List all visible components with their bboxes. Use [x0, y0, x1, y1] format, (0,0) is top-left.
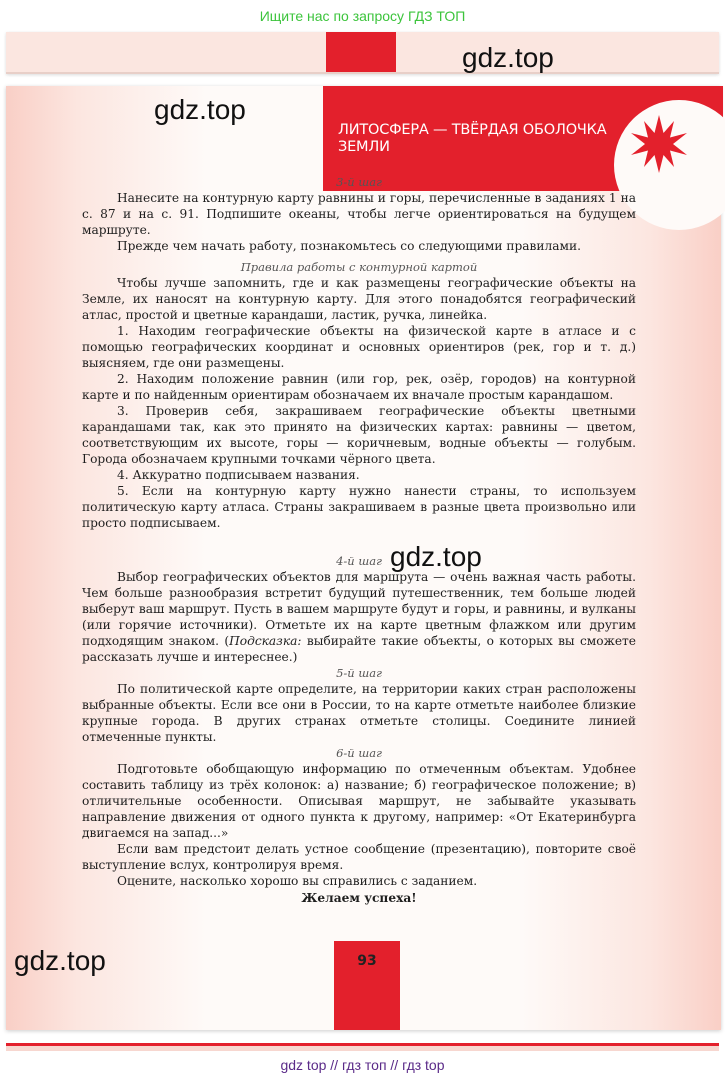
- rule-item: 5. Если на контурную карту нужно нанести страны, то используем политическую карту атласа. Страны закрашиваем в разные цвета произвольно или просто подписываем.: [82, 484, 636, 530]
- step-6-paragraph-2: Если вам предстоит делать устное сообщение (презентацию), повторите своё выступление вслух, контролируя время.: [82, 842, 636, 872]
- step-6-paragraph-3: Оцените, насколько хорошо вы справились с заданием.: [117, 874, 478, 888]
- step-3-paragraph-2: Прежде чем начать работу, познакомьтесь со следующими правилами.: [117, 239, 581, 253]
- rule-item: 1. Находим географические объекты на физической карте в атласе и с помощью географических координат и основных ориентиров (рек, гор и т. д.) выясняем, где они размещены.: [82, 324, 636, 370]
- page-content: [82, 174, 636, 906]
- step-6-paragraph: Подготовьте обобщающую информацию по отмеченным объектам. Удобнее составить таблицу из трёх колонок: а) название; б) географическое положение; в) отличительные особенности. Описывая маршрут, не забывайте указывать направление движения от одного пункта к другому, например: «От Екатеринбурга двигаемся на запад...»: [82, 762, 636, 840]
- previous-page-number-band: [326, 32, 396, 72]
- step-3-paragraph: Нанесите на контурную карту равнины и горы, перечисленные в заданиях 1 на с. 87 и на с. 91. Подпишите океаны, чтобы легче ориентироваться на будущем маршруте.: [82, 191, 636, 237]
- watermark: gdz.top: [462, 42, 554, 73]
- watermark: gdz.top: [154, 94, 246, 125]
- watermark: gdz.top: [14, 945, 106, 976]
- rules-intro: Чтобы лучше запомнить, где и как размещены географические объекты на Земле, их наносят на контурную карту. Для этого понадобятся географический атлас, простой и цветные карандаши, ластик, ручка, линейка.: [82, 276, 636, 322]
- hint-label: Подсказка:: [229, 634, 302, 648]
- top-banner-text[interactable]: Ищите нас по запросу ГДЗ ТОП: [259, 8, 466, 24]
- top-banner[interactable]: [0, 0, 725, 32]
- closing-wish: Желаем успеха!: [301, 891, 417, 905]
- page-number: 93: [357, 953, 377, 969]
- step-6-title: 6-й шаг: [336, 746, 382, 760]
- next-page-edge: [6, 1043, 719, 1051]
- rules-title: Правила работы с контурной картой: [240, 260, 478, 274]
- step-4-text-end: выбирайте такие объекты, о которых вы сможете рассказать лучше и интереснее.): [82, 634, 637, 664]
- step-3-title: 3-й шаг: [336, 175, 382, 189]
- rule-item: 3. Проверив себя, закрашиваем географические объекты цветными карандашами так, как это принято на физических картах: равнины — цветом, соответствующим их высоте, горы — коричневым, водные объекты — голубым. Города обозначаем крупными точками чёрного цвета.: [82, 404, 636, 466]
- rule-item: 2. Находим положение равнин (или гор, рек, озёр, городов) на контурной карте и по найденным ориентирам обозначаем их вначале простым карандашом.: [82, 372, 636, 402]
- watermark: gdz.top: [390, 541, 482, 572]
- rule-item: 4. Аккуратно подписываем названия.: [117, 468, 360, 482]
- step-4-text: Выбор географических объектов для маршрута — очень важная часть работы. Чем больше разнообразия встретит будущий путешественник, тем больше людей выберут ваш маршрут. Пусть в вашем маршруте будут и горы, и равнины, и вулканы (или горячие источники). Отметьте их на карте цветным флажком или другим подходящим знаком. (: [82, 570, 636, 648]
- step-5-paragraph: По политической карте определите, на территории каких стран расположены выбранные объекты. Если все они в России, то на карте отметьте наиболее близкие крупные города. В других странах отметьте столицы. Соедините линией отмеченные пункты.: [82, 682, 636, 744]
- step-4-paragraph: [82, 569, 636, 665]
- chapter-title: ЛИТОСФЕРА — ТВЁРДАЯ ОБОЛОЧКА ЗЕМЛИ: [338, 122, 607, 155]
- step-5-title: 5-й шаг: [336, 666, 382, 680]
- sun-burst-icon: [628, 113, 690, 175]
- step-4-title: 4-й шаг: [336, 554, 382, 568]
- footer-links[interactable]: gdz top // гдз топ // гдз top: [280, 1057, 445, 1073]
